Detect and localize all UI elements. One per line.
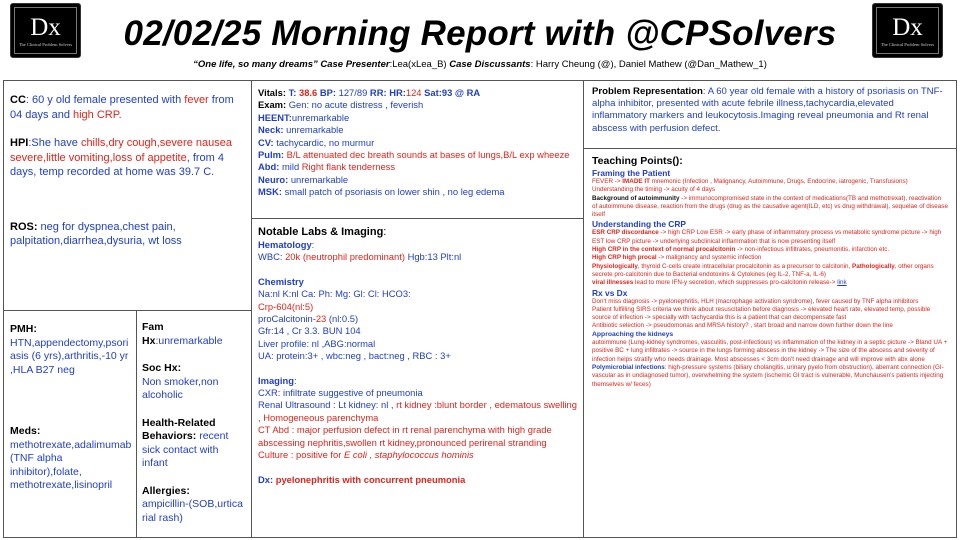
ct-abdomen: CT Abd : major perfusion defect in rt renal parenchyma with high grade abscessing nephritis,swollen rt kidney,pronounced perirenal stranding	[258, 424, 552, 448]
teach-dont-miss: Don't miss diagnosis -> pyelonephritis, HLH (macrophage activation syndrome), fever caused by TNF alpha inhibitors	[592, 297, 919, 305]
teach-physio-label: Physiologically	[592, 262, 638, 270]
hpi-symptoms: chills,dry cough,severe nausea severe,little vomiting,loss of appetite	[10, 137, 232, 164]
pmh-panel: PMH: HTN,appendectomy,psoriasis (6 yrs),arthritis,-10 yr ,HLA B27 neg Meds: methotrexate,adalimumab (TNF alpha inhibitor),folate, methotrexate,lisinopril	[3, 310, 137, 538]
pmh-text: HTN,appendectomy,psoriasis (6 yrs),arthritis,-10 yr ,HLA B27 neg	[10, 336, 129, 376]
cv-text: tachycardic, no murmur	[273, 136, 375, 148]
discussants-names: : Harry Cheung (@), Daniel Mathew (@Dan_Mathew_1)	[530, 59, 767, 70]
teach-esr-label: ESR CRP discordance	[592, 229, 659, 237]
teach-fever: FEVER ->	[592, 178, 623, 185]
hematology-colon: :	[311, 239, 315, 250]
health-behaviors-text: recent sick contact with infant	[142, 430, 229, 469]
case-credits	[0, 59, 960, 70]
procalcitonin-normal: (nl:0.5)	[326, 313, 359, 325]
electrolytes: Na:nl K:nl Ca: Ph: Mg: Gl: Cl: HCO3:	[258, 288, 411, 300]
logo-sub-text: The Clinical Problem Solvers	[18, 41, 73, 47]
sat-label: Sat:93 @ RA	[424, 87, 481, 98]
teach-antibiotic: Antibiotic selection -> pseudomonas and MRSA history? , start broad and narrow down further down the line	[592, 322, 893, 330]
vitals-exam-panel	[251, 80, 584, 219]
presenter-label: Case Presenter	[320, 59, 390, 70]
problem-label: Problem Representation	[592, 86, 703, 97]
teach-patho-text: , other organs secrete pro-calcitonin due to Bacterial endotoxins & Cytokines (eg IL-2, TNF-a, IL-6)	[592, 262, 934, 278]
teach-patho-label: Pathologically	[852, 262, 895, 270]
meds-label: Meds	[10, 425, 37, 437]
neuro-label: Neuro:	[258, 173, 289, 185]
dx-text: pyelonephritis with concurrent pneumonia	[273, 473, 466, 485]
procalcitonin-label: proCalcitonin-	[258, 313, 316, 325]
teach-esr-text: -> high CRP Low ESR -> early phase of inflammatory process vs metabolic syndrome picture -> high EST low CRP picture -> underlying subclinical inflammation that is now presenting itself	[592, 229, 942, 245]
allergies-text: ampicillin-(SOB,urticarial rash)	[142, 498, 243, 524]
culture-organisms: E coli , staphylococcus hominis	[343, 449, 474, 461]
teach-heading-rx: Rx vs Dx	[592, 287, 628, 298]
teach-crp-high-label: High CRP high procal	[592, 254, 657, 262]
hpi-text-b: , from 4 days, temp recorded at home was 39.7 C.	[10, 151, 224, 178]
logo-dx-text: Dx	[30, 13, 61, 41]
renal-us-b: rt kidney :blunt border , edematous swelling , Homogeneous parenchyma	[258, 399, 577, 423]
crp-value: Crp-604(nl:5)	[258, 300, 314, 312]
discussants-label: Case Discussants	[449, 59, 531, 70]
exam-label: Exam:	[258, 99, 287, 111]
liver-profile: Liver profile: nl ,ABG:normal	[258, 337, 376, 349]
teach-crp-normal-label: High CRP in the context of normal procalcitonin	[592, 246, 736, 254]
teach-polymicrobial-label: Polymicrobial infections	[592, 363, 665, 371]
cv-label: CV:	[258, 136, 274, 148]
pulm-label: Pulm:	[258, 149, 285, 161]
msk-text: small patch of psoriasis on lower shin , no leg edema	[281, 186, 505, 198]
ros-text: neg for dyspnea,chest pain, palpitation,diarrhea,dysuria, wt loss	[10, 220, 182, 247]
labs-title-colon: :	[383, 226, 387, 238]
teach-heading-kidneys: Approaching the kidneys	[592, 330, 674, 338]
heent-text: unremarkable	[291, 111, 350, 123]
soc-hx-text: Non smoker,non alcoholic	[142, 375, 219, 401]
cxr-finding: CXR: infiltrate suggestive of pneumonia	[258, 387, 423, 399]
cc-crp: high CRP.	[73, 108, 122, 121]
teaching-title: Teaching Points():	[592, 155, 683, 167]
teach-physio-text: , thyroid C-cells create intracellular procalcitonin as a precursor to calcitonin,	[637, 262, 853, 270]
teach-viral-text: lead to more IFN-y secretion, which suppresses pro-calcitonin release->	[633, 279, 838, 287]
ros-label: ROS:	[10, 220, 38, 233]
temp-label: T:	[288, 87, 297, 98]
hpi-text-a: :She have	[28, 137, 81, 149]
renal-us-a: Renal Ultrasound : Lt kidney: nl ,	[258, 399, 397, 411]
problem-representation-panel	[583, 80, 957, 149]
cc-text-a: : 60 y old female presented with	[25, 94, 185, 106]
presenter-name: :Lea(xLea_B)	[389, 59, 447, 70]
heent-label: HEENT:	[258, 111, 292, 123]
teach-sirs: Patient fulfilling SIRS criteria we think about resuscitation before diagnosis -> elevated heart rate, elevated temp, possible source of infection -> specially with tachycardia this is a patient that can decompensate fast	[592, 305, 931, 322]
wbc-value: 20k (neutrophil predominant)	[285, 251, 405, 263]
cc-text-b: from 04 days and	[10, 94, 234, 121]
cc-label: CC	[10, 94, 26, 106]
hr-value: 124	[405, 87, 422, 98]
dx-label: Dx:	[258, 473, 274, 485]
soc-hx-label: Soc Hx	[142, 362, 178, 374]
abd-label: Abd:	[258, 161, 280, 173]
logo-sub-text: The Clinical Problem Solvers	[880, 41, 935, 47]
problem-text: : A 60 year old female with a history of psoriasis on TNF-alpha inhibitor, presented with acute febrile illness,tachycardia,elevated inflammatory markers and leukocytosis.Imaging reveal pneumonia and Rt renal abscess with perfusion defect.	[592, 86, 943, 134]
pmh-label: PMH	[10, 323, 34, 335]
pulm-text: B/L attenuated dec breath sounds at bases of lungs,B/L exp wheeze	[284, 149, 570, 161]
labs-imaging-panel	[251, 218, 584, 538]
teach-polymicrobial-text: : high-pressure systems (biliary cholangitis, urinary pyelo from obstruction), aberrant connection (GI-vascular as in undiagnosed tumor), overwhelming the system (ischemic GI tract is vulnerable, Munchausen's patients injecting themselves w/ feces)	[592, 363, 944, 388]
hematology-label: Hematology	[258, 239, 312, 250]
fam-hx-label: Fam Hx	[142, 321, 164, 347]
logo-dx-text: Dx	[892, 13, 923, 41]
social-history-panel: Fam Hx:unremarkable Soc Hx: Non smoker,non alcoholic Health-Related Behaviors: recent sick contact with infant Allergies: ampicillin-(SOB,urticarial rash)	[136, 310, 252, 538]
wbc-label: WBC:	[258, 251, 286, 263]
health-behaviors-label: Health-Related Behaviors	[142, 416, 216, 442]
teach-autoimmunity-text: -> immunocompromised state in the context of medications(TB and methotrexat), reactivation of autoimmune disease, reaction from the drugs (drug as the causative agent(ILD, etc) vs drug withdrawal), sequelae of disease itself	[592, 194, 948, 219]
abd-text-b: Right flank tenderness	[301, 161, 396, 173]
vitals-label: Vitals:	[258, 87, 286, 98]
culture-label: Culture : positive for	[258, 449, 344, 461]
hpi-label: HPI	[10, 137, 29, 149]
abd-text-a: mild	[279, 161, 302, 173]
hr-label: HR:	[389, 87, 406, 98]
teach-crp-normal-text: -> non-infectious infiltrates, pneumonitis, infarction etc.	[735, 246, 890, 254]
urinalysis: UA: protein:3+ , wbc:neg , bact:neg , RBC : 3+	[258, 350, 451, 362]
neuro-text: unremarkable	[288, 173, 349, 185]
teach-heading-crp: Understanding the CRP	[592, 219, 686, 230]
page-title: 02/02/25 Morning Report with @CPSolvers	[123, 14, 837, 53]
temp-value: 38.6	[299, 87, 318, 98]
labs-title: Notable Labs & Imaging	[258, 226, 384, 238]
fam-hx-text: :unremarkable	[155, 334, 223, 347]
case-quote: “One life, so many dreams”	[193, 59, 318, 70]
neck-label: Neck:	[258, 124, 284, 136]
wbc-rest: Hgb:13 Plt:nl	[404, 251, 462, 263]
teach-kidney-text: autoimmune (Lung-kidney syndromes, vasculitis, post-infectious) vs inflammation of the kidney in a septic picture -> Bland UA + positive BC + lung infiltrates -> source in the lungs forming abscess in the kidney -> The size of the abscess and severity of infection helps stratify who needs drainage. Most abscesses < 3cm don't need drainage and will improve with abx alone	[592, 339, 948, 363]
neck-text: unremarkable	[283, 124, 344, 136]
exam-text: Gen: no acute distress , feverish	[286, 99, 424, 111]
imaging-label: Imaging	[258, 374, 294, 386]
allergies-label: Allergies	[142, 484, 187, 497]
rr-label: RR:	[369, 87, 387, 98]
bp-label: BP:	[319, 87, 337, 98]
msk-label: MSK:	[258, 186, 282, 198]
teach-imade-it: IMADE IT	[622, 178, 650, 185]
teaching-points-panel	[583, 148, 957, 538]
chief-complaint-panel	[3, 80, 252, 311]
teach-autoimmunity-label: Background of autoimmunity	[592, 194, 680, 202]
teach-link[interactable]: link	[837, 279, 847, 287]
chemistry-label: Chemistry	[258, 275, 304, 287]
imaging-colon: :	[293, 374, 297, 386]
meds-text: methotrexate,adalimumab (TNF alpha inhibitor),folate, methotrexate,lisinopril	[10, 438, 132, 491]
teach-viral-label: viral illnesses	[592, 279, 634, 287]
cc-fever: fever	[184, 94, 209, 106]
bp-value: 127/89	[338, 87, 368, 98]
teach-heading-framing: Framing the Patient	[592, 168, 671, 178]
procalcitonin-value: 23	[315, 313, 327, 325]
renal-function: Gfr:14 , Cr 3.3. BUN 104	[258, 325, 361, 337]
teach-mnemonic: mnemonic (Infection , Malignancy, Autoimmune, Drugs, Endocrine, iatrogenic, Transfusions)	[649, 178, 908, 185]
teach-crp-high-text: -> malignancy and systemic infection	[656, 254, 762, 262]
teach-timing: Understanding the timing -> acuity of 4 days	[592, 186, 716, 194]
